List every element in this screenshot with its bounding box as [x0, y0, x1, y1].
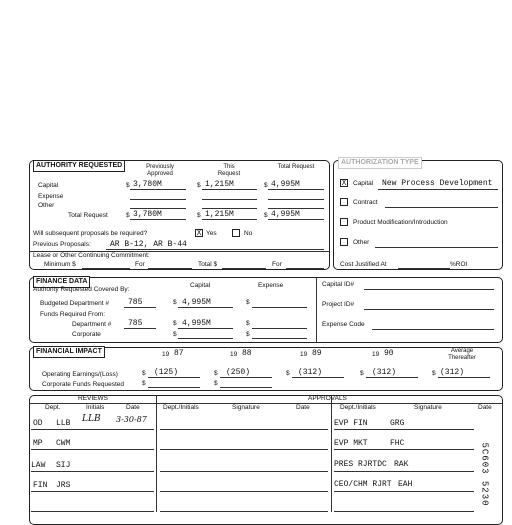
field-line [268, 208, 324, 209]
row-other-label: Other [38, 202, 55, 209]
field-line [130, 208, 186, 209]
finance-capital-col: Capital [190, 282, 211, 289]
year-prefix: 19 [300, 351, 308, 358]
capital-checkbox[interactable]: X [341, 179, 347, 188]
for-label: For [135, 261, 145, 268]
budgeted-department-label: Budgeted Department # [40, 300, 110, 307]
dollar-sign: $ [246, 299, 250, 306]
operating-value: (312) [298, 368, 323, 377]
previous-proposals-label: Previous Proposals: [33, 241, 91, 248]
total-label: Total $ [198, 261, 218, 268]
field-line [252, 338, 307, 339]
dollar-sign: $ [286, 370, 290, 377]
field-line [438, 377, 490, 378]
authorization-type-section [333, 160, 503, 270]
budgeted-department-value: 785 [128, 298, 143, 307]
field-line [124, 307, 156, 308]
year-suffix: 89 [312, 349, 322, 358]
other-type-label: Other [353, 239, 370, 246]
year-suffix: 90 [384, 349, 394, 358]
approvals-signature-header: Signature [414, 404, 442, 411]
reviews-dept-header: Dept. [45, 404, 61, 411]
field-line [292, 377, 344, 378]
field-line [286, 268, 324, 269]
operating-value: (250) [226, 368, 251, 377]
field-line [398, 268, 450, 269]
financial-impact-title: FINANCIAL IMPACT [33, 346, 105, 358]
side-stamp: 5C603 5230 [479, 442, 490, 507]
corporate-funds-label: Corporate Funds Requested [42, 381, 125, 388]
field-line [222, 268, 266, 269]
row-line [31, 449, 154, 450]
year-prefix: 19 [230, 351, 238, 358]
lease-commitment-label: Lease or Other Continuing Commitment: [33, 252, 150, 259]
field-line [220, 387, 272, 388]
review-dept: MP [33, 439, 43, 448]
row-line [334, 449, 474, 450]
row-line [31, 471, 154, 472]
approval-dept: EVP FIN [334, 419, 368, 428]
budgeted-capital-value: 4,995M [182, 298, 211, 307]
operating-value: (312) [440, 368, 465, 377]
row-line [334, 471, 474, 472]
dollar-sign: $ [264, 212, 268, 219]
review-initials: CWM [56, 439, 71, 448]
dollar-sign: $ [360, 370, 364, 377]
field-line [130, 189, 186, 190]
row-line [160, 471, 328, 472]
cost-justified-label: Cost Justified At [340, 261, 387, 268]
finance-divider [316, 277, 317, 343]
row-expense-label: Expense [38, 193, 64, 200]
row-line [160, 429, 328, 430]
department-label: Department # [72, 321, 112, 328]
finance-expense-col: Expense [258, 282, 284, 289]
no-checkbox[interactable] [232, 229, 240, 237]
row-line [31, 429, 154, 430]
operating-value: (312) [372, 368, 397, 377]
reviews-divider [156, 395, 157, 512]
total-previously-value: 3,780M [133, 210, 162, 219]
yes-checkbox[interactable]: X [196, 229, 202, 238]
field-line [202, 219, 257, 220]
review-initials: LLB [56, 419, 71, 428]
field-line [378, 189, 498, 190]
review-dept: LAW [31, 461, 46, 470]
approval-dept: PRES RJRTDC [334, 460, 387, 469]
operating-value: (125) [154, 368, 179, 377]
review-dept: FIN [33, 481, 48, 490]
approvals-dept-header: Dept./Initials [163, 404, 199, 411]
field-line [148, 268, 192, 269]
total-total-value: 4,995M [271, 210, 300, 219]
dollar-sign: $ [246, 320, 250, 327]
other-checkbox[interactable] [340, 238, 348, 246]
field-line [202, 189, 257, 190]
year-suffix: 87 [174, 349, 184, 358]
field-line [268, 199, 324, 200]
capital-type-label: Capital [353, 180, 374, 187]
approval-dept: CEO/CHM RJRT [334, 480, 392, 489]
dollar-sign: $ [173, 299, 177, 306]
field-line [148, 377, 200, 378]
department-capital-value: 4,995M [182, 319, 211, 328]
row-total-label: Total Request [68, 212, 108, 219]
review-initials: SIJ [56, 461, 71, 470]
reviews-initials-header: Initials [86, 404, 105, 411]
minimum-label: Minimum $ [44, 261, 76, 268]
review-dept: OD [33, 419, 43, 428]
roi-label: %ROI [450, 261, 468, 268]
year-prefix: 19 [162, 351, 170, 358]
dollar-sign: $ [173, 331, 177, 338]
field-line [372, 329, 494, 330]
field-line [220, 377, 272, 378]
capital-id-label: Capital ID# [322, 281, 355, 288]
field-line [375, 247, 498, 248]
yes-label: Yes [206, 230, 217, 237]
dollar-sign: $ [214, 370, 218, 377]
dollar-sign: $ [126, 182, 130, 189]
dollar-sign: $ [432, 370, 436, 377]
row-capital-label: Capital [38, 182, 59, 189]
authority-requested-title: AUTHORITY REQUESTED [33, 160, 125, 172]
no-label: No [244, 230, 253, 237]
year-suffix: 88 [242, 349, 252, 358]
field-line [106, 249, 324, 250]
approvals-signature-header: Signature [232, 404, 260, 411]
field-line [385, 207, 498, 208]
dollar-sign: $ [142, 370, 146, 377]
field-line [366, 377, 418, 378]
field-line [364, 289, 494, 290]
dollar-sign: $ [214, 380, 218, 387]
total-this-value: 1,215M [205, 210, 234, 219]
corporate-label: Corporate [72, 331, 101, 338]
reviews-title: REVIEWS [78, 395, 108, 402]
authority-covered-label: Authority Requested Covered By: [33, 286, 130, 293]
field-line [148, 387, 200, 388]
field-line [130, 219, 186, 220]
reviews-date-header: Date [126, 404, 140, 411]
review-signature: LLB [82, 414, 101, 424]
field-line [268, 189, 324, 190]
department-value: 785 [128, 319, 143, 328]
dollar-sign: $ [246, 331, 250, 338]
dollar-sign: $ [126, 212, 130, 219]
review-initials: JRS [56, 481, 71, 490]
dollar-sign: $ [142, 380, 146, 387]
approvals-dept-header: Dept./Initials [340, 404, 376, 411]
row-line [31, 491, 154, 492]
field-line [178, 307, 233, 308]
field-line [124, 328, 156, 329]
field-line [82, 268, 130, 269]
approvals-divider [331, 395, 332, 512]
field-line [252, 307, 307, 308]
dollar-sign: $ [197, 182, 201, 189]
field-line [178, 338, 233, 339]
col-this-request: This Request [217, 164, 241, 177]
funds-required-label: Funds Required From: [40, 311, 106, 318]
field-line [252, 328, 307, 329]
approval-initials: EAH [398, 480, 413, 489]
expense-code-label: Expense Code [322, 321, 365, 328]
field-line [364, 309, 494, 310]
year-prefix: 19 [372, 351, 380, 358]
col-previously-approved: Previously Approved [146, 164, 174, 177]
finance-data-title: FINANCE DATA [33, 276, 90, 288]
capital-total-value: 4,995M [271, 180, 300, 189]
col-total-request: Total Request [277, 164, 315, 170]
row-line [334, 429, 474, 430]
operating-earnings-label: Operating Earnings/(Loss) [42, 371, 118, 378]
approval-initials: GRG [390, 419, 405, 428]
row-line [334, 491, 474, 492]
average-thereafter-label: Average Thereafter [448, 348, 476, 361]
subsequent-proposals-label: Will subsequent proposals be required? [33, 230, 148, 237]
previous-proposals-value: AR B-12, AR B-44 [110, 240, 187, 249]
approval-initials: FHC [390, 439, 405, 448]
row-line [160, 491, 328, 492]
approval-dept: EVP MKT [334, 439, 368, 448]
review-date: 3-30-87 [116, 415, 147, 424]
field-line [130, 199, 186, 200]
contract-checkbox[interactable] [340, 198, 348, 206]
project-id-label: Project ID# [322, 301, 355, 308]
approvals-date-header: Date [478, 404, 492, 411]
dollar-sign: $ [173, 320, 177, 327]
approval-initials: RAK [394, 460, 409, 469]
dollar-sign: $ [264, 182, 268, 189]
row-line [160, 449, 328, 450]
approvals-title: APPROVALS [308, 395, 347, 402]
product-modification-checkbox[interactable] [340, 218, 348, 226]
field-line [202, 208, 257, 209]
capital-this-value: 1,215M [205, 180, 234, 189]
field-line [202, 199, 257, 200]
dollar-sign: $ [197, 212, 201, 219]
for-label: For [272, 261, 282, 268]
product-modification-label: Product Modification/Introduction [353, 219, 448, 226]
field-line [178, 328, 233, 329]
authorization-type-title: AUTHORIZATION TYPE [338, 157, 422, 169]
field-line [268, 219, 324, 220]
capital-previously-value: 3,780M [133, 180, 162, 189]
approvals-date-header: Date [296, 404, 310, 411]
contract-label: Contract [353, 199, 378, 206]
capital-type-value: New Process Development [382, 179, 493, 188]
